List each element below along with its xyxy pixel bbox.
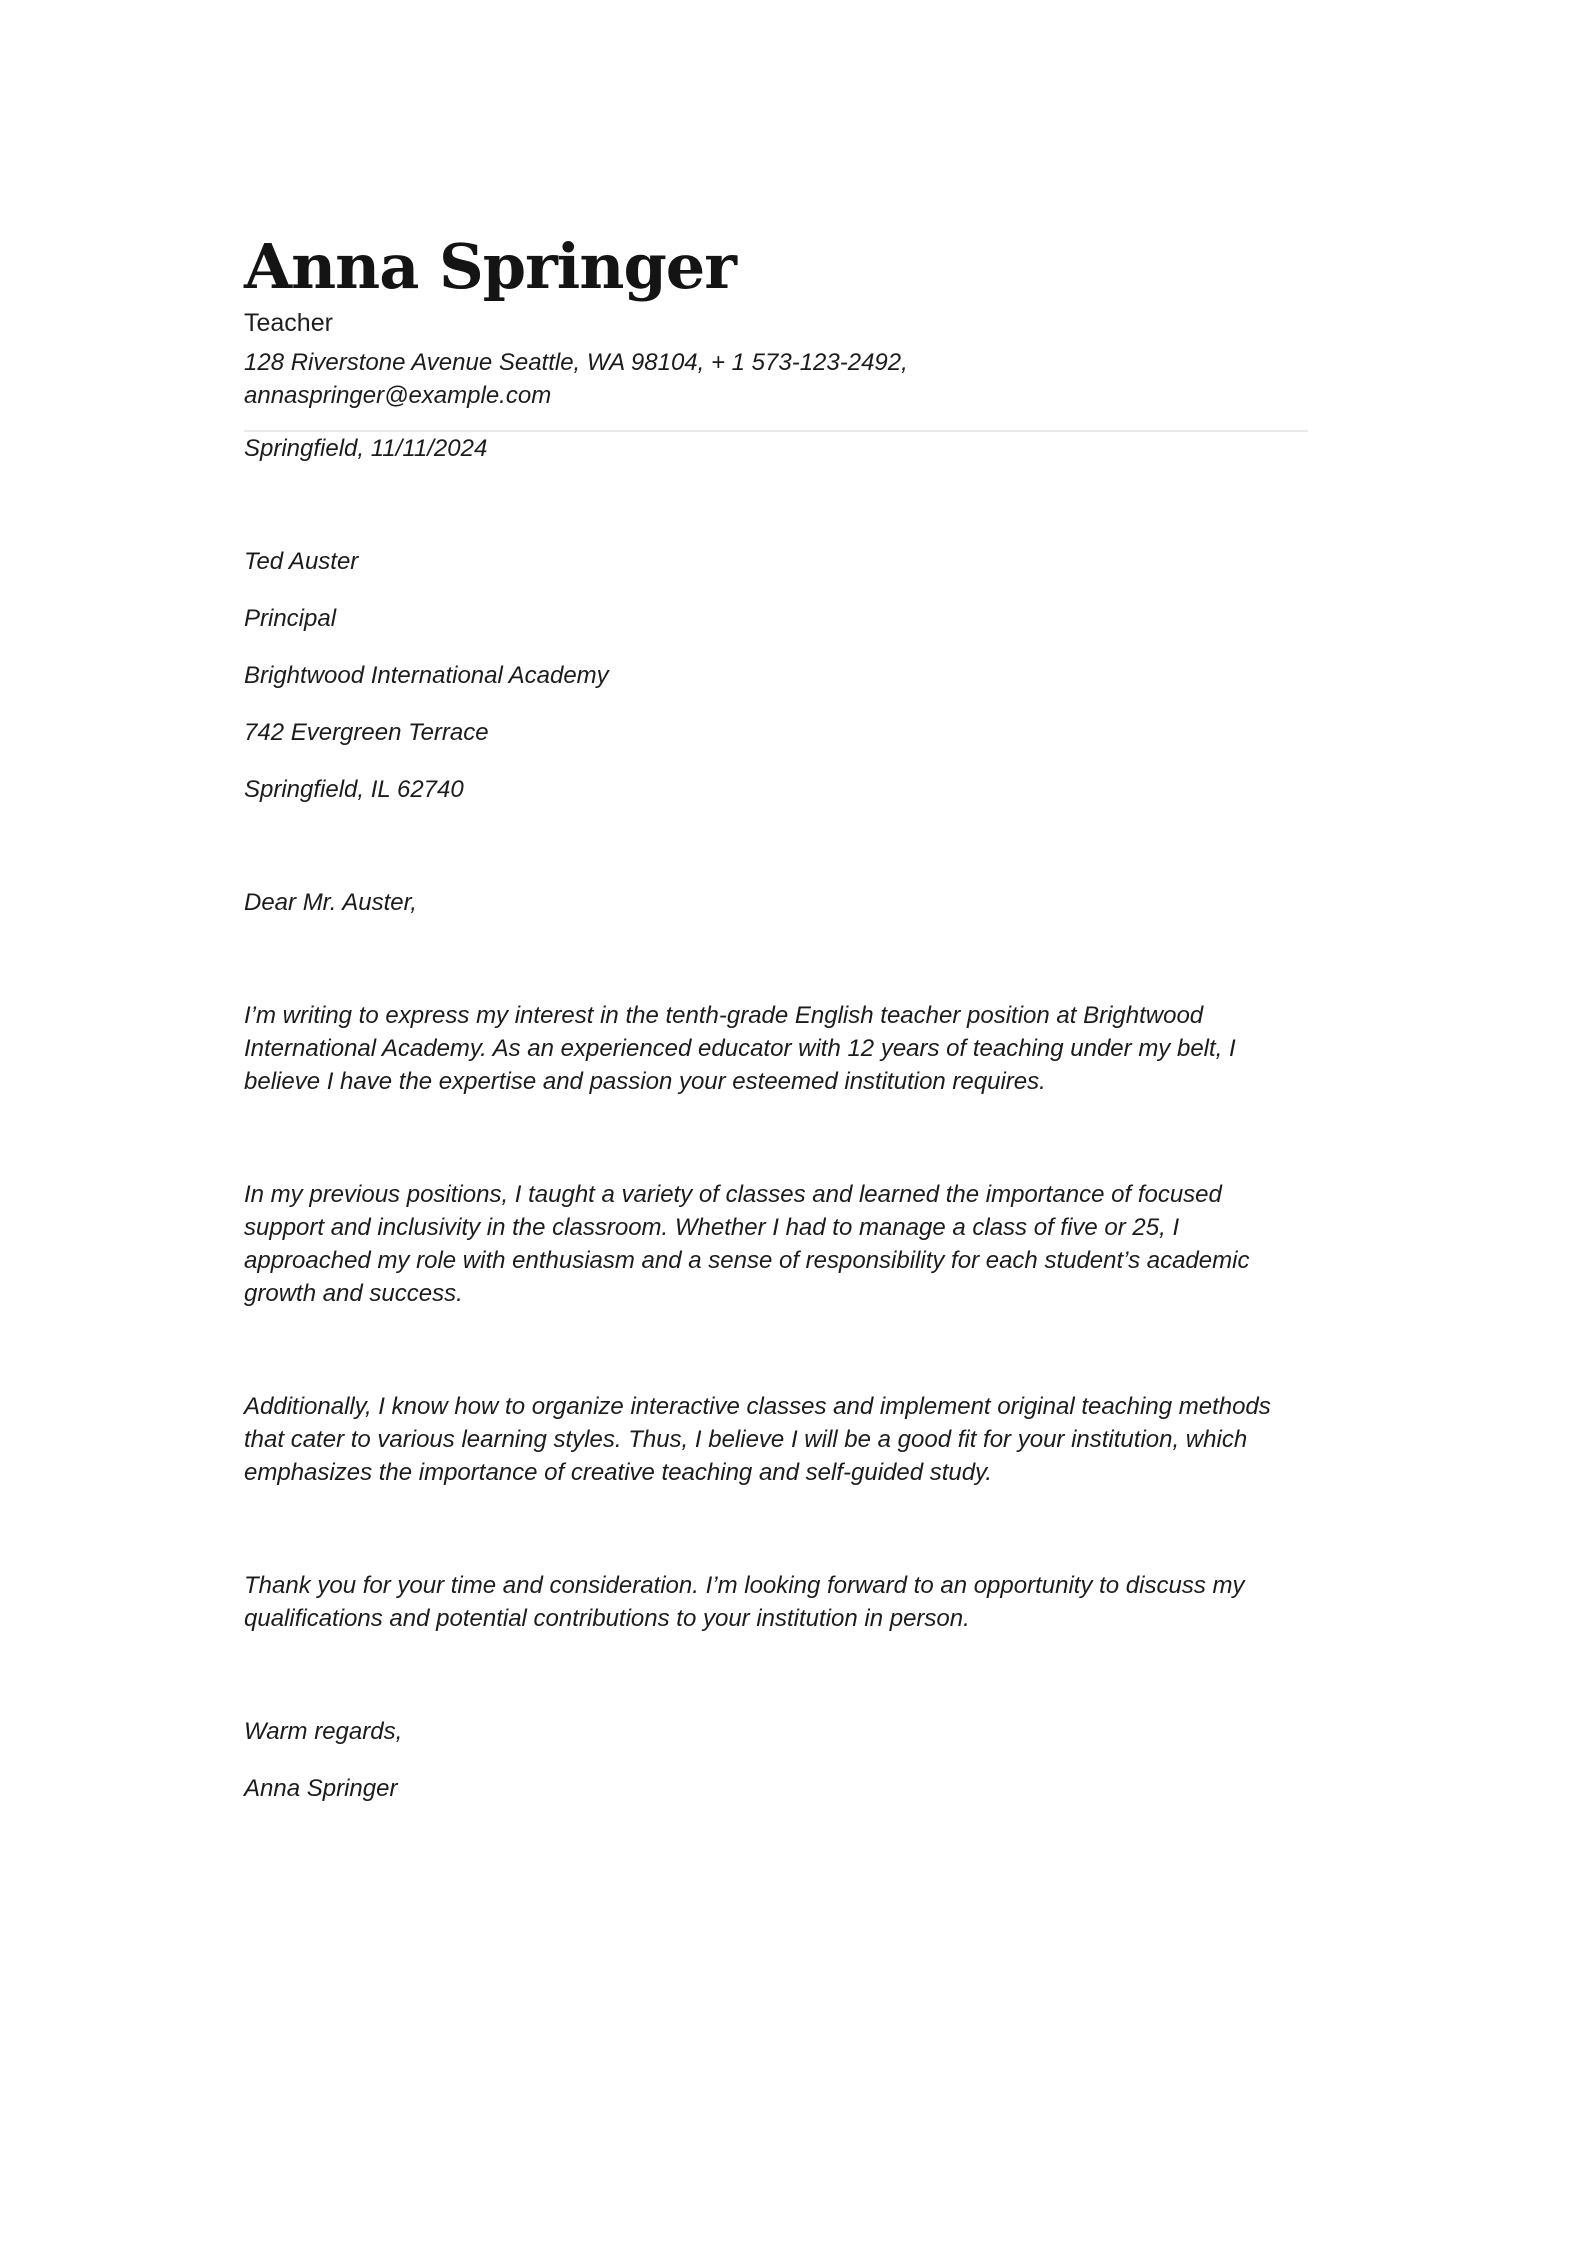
contact-email: annaspringer@example.com: [244, 382, 552, 409]
applicant-job-title: Teacher: [244, 309, 333, 337]
body-paragraph-4: Thank you for your time and consideration. I’m looking forward to an opportunity to discuss my qualifications and potential contributions to your institution in person.: [244, 1572, 1245, 1632]
letter-body: [244, 432, 1308, 1805]
recipient-block: [244, 545, 1308, 806]
applicant-contact: [244, 346, 1308, 412]
signature-name: Anna Springer: [244, 1775, 398, 1802]
closing-line: Warm regards,: [244, 1718, 403, 1745]
recipient-organization: Brightwood International Academy: [244, 662, 609, 689]
body-paragraph-2: In my previous positions, I taught a variety of classes and learned the importance of focused support and inclusivity in the classroom. Whether I had to manage a class of five or 25, I approached my role with enthusiasm and a sense of responsibility for each student’s academic growth and success.: [244, 1181, 1250, 1307]
letter-header: [244, 230, 1308, 432]
contact-address-phone: 128 Riverstone Avenue Seattle, WA 98104, + 1 573-123-2492,: [244, 349, 908, 376]
recipient-street: 742 Evergreen Terrace: [244, 719, 489, 746]
recipient-name: Ted Auster: [244, 548, 359, 575]
salutation: Dear Mr. Auster,: [244, 889, 417, 916]
applicant-name: Anna Springer: [244, 230, 736, 303]
body-paragraph-3: Additionally, I know how to organize interactive classes and implement original teaching methods that cater to various learning styles. Thus, I believe I will be a good fit for your institution, which emphasizes the importance of creative teaching and self-guided study.: [244, 1393, 1271, 1486]
body-paragraph-1: I’m writing to express my interest in the tenth-grade English teacher position at Brightwood International Academy. As an experienced educator with 12 years of teaching under my belt, I believe I have the expertise and passion your esteemed institution requires.: [244, 1002, 1236, 1095]
recipient-city: Springfield, IL 62740: [244, 776, 464, 803]
letter-content: [0, 230, 1588, 1805]
recipient-title: Principal: [244, 605, 337, 632]
date-line: Springfield, 11/11/2024: [244, 435, 488, 462]
signoff-block: [244, 1715, 1308, 1805]
